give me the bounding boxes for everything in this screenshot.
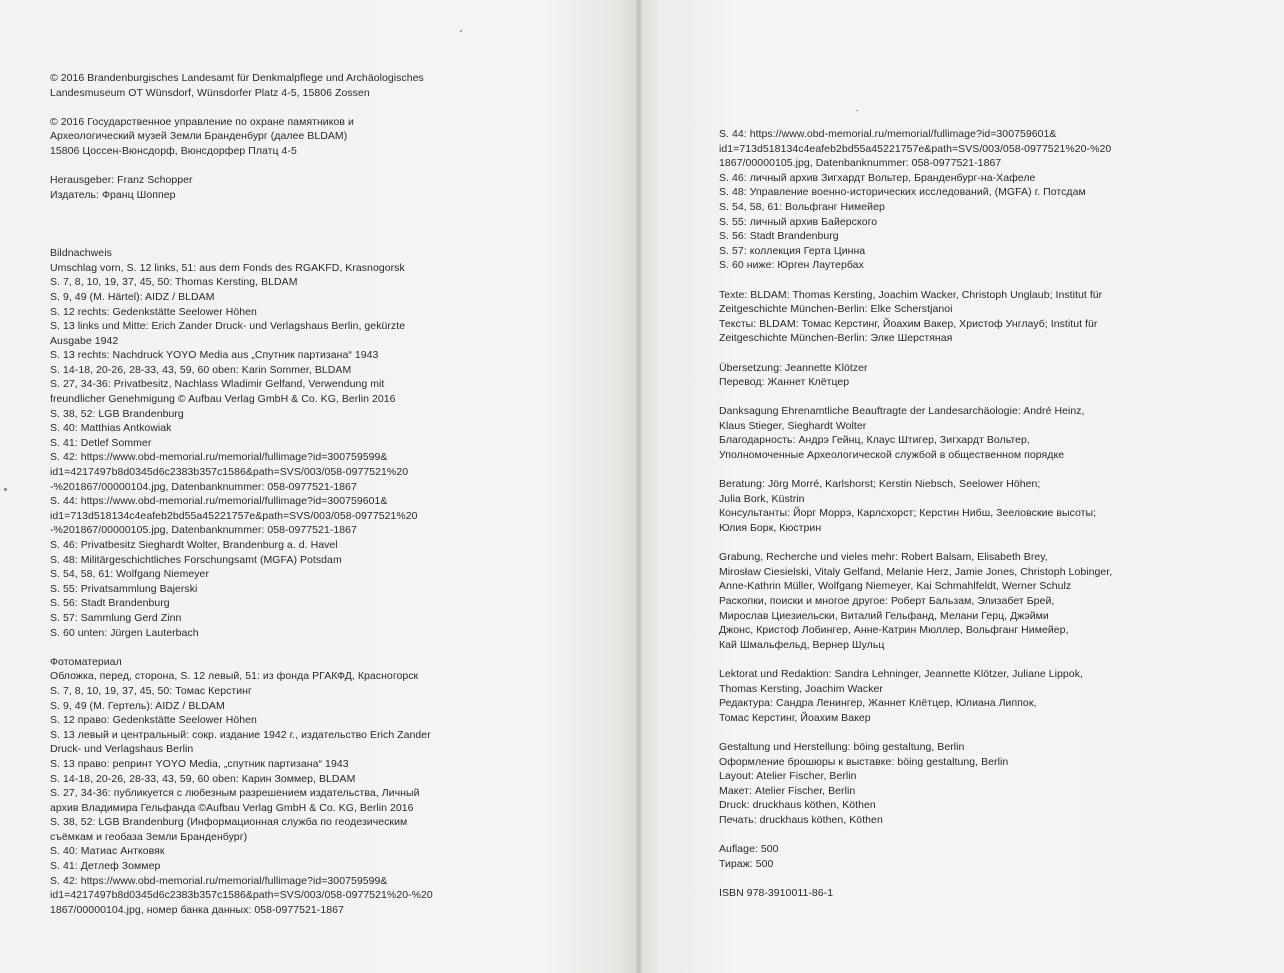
- text-line: S. 56: Stadt Brandenburg: [719, 230, 839, 243]
- text-line: 15806 Цоссен-Вюнсдорф, Вюнсдорфер Платц 4-5: [50, 144, 297, 157]
- text-line: Zeitgeschichte München-Berlin: Elke Scherstjanoi: [719, 303, 953, 316]
- text-line: S. 54, 58, 61: Вольфганг Нимейер: [719, 200, 885, 213]
- text-line: [50, 217, 470, 232]
- text-line: Übersetzung: Jeannette Klötzer: [719, 361, 868, 374]
- text-paragraph: [50, 246, 470, 640]
- text-paragraph: [50, 655, 470, 918]
- text-line: S. 9, 49 (М. Гертель): AIDZ / BLDAM: [50, 699, 225, 712]
- text-line: Texte: BLDAM: Thomas Kersting, Joachim Wacker, Christoph Unglaub; Institut für: [719, 288, 1103, 301]
- text-line: -%201867/00000105.jpg, Datenbanknummer: 058-0977521-1867: [50, 524, 357, 537]
- text-line: Консультанты: Йорг Моррэ, Карлсхорст; Керстин Нибш, Зееловские высоты;: [719, 507, 1097, 520]
- text-line: S. 42: https://www.obd-memorial.ru/memorial/fullimage?id=300759599&: [50, 451, 388, 464]
- text-paragraph: [719, 886, 1119, 901]
- text-line: S. 48: Управление военно-исторических исследований, (MGFA) г. Потсдам: [719, 186, 1086, 199]
- text-line: S. 48: Militärgeschichtliches Forschungsamt (MGFA) Potsdam: [50, 553, 342, 566]
- text-line: S. 41: Детлеф Зоммер: [50, 860, 161, 873]
- text-line: Ausgabe 1942: [50, 334, 119, 347]
- text-line: Печать: druckhaus köthen, Köthen: [719, 813, 883, 826]
- text-line: S. 38, 52: LGB Brandenburg (Информационная служба по геодезическим: [50, 816, 408, 829]
- left-page-text: [50, 71, 470, 932]
- text-line: съёмкам и геобаза Земли Бранденбург): [50, 830, 248, 843]
- text-line: S. 55: личный архив Байерского: [719, 215, 878, 228]
- text-paragraph: [719, 127, 1119, 273]
- text-paragraph: [719, 550, 1119, 652]
- paper-speck: [856, 110, 858, 111]
- text-line: © 2016 Brandenburgisches Landesamt für Denkmalpflege und Archäologisches: [50, 72, 424, 84]
- text-line: S. 44: https://www.obd-memorial.ru/memorial/fullimage?id=300759601&: [50, 495, 388, 508]
- right-page-text: [719, 127, 1119, 915]
- text-line: Раскопки, поиски и многое другое: Роберт Бальзам, Элизабет Брей,: [719, 595, 1055, 607]
- text-line: Джонс, Кристоф Лобингер, Анне-Катрин Мюллер, Вольфганг Нимейер,: [719, 624, 1069, 637]
- text-line: id1=4217497b8d0345d6c2383b357c1586&path=SVS/003/058-0977521%20-%20: [50, 889, 433, 902]
- text-line: S. 13 links und Mitte: Erich Zander Druck- und Verlagshaus Berlin, gekürzte: [50, 320, 406, 333]
- text-line: S. 14-18, 20-26, 28-33, 43, 59, 60 oben: Karin Sommer, BLDAM: [50, 363, 352, 376]
- text-line: S. 9, 49 (M. Härtel): AIDZ / BLDAM: [50, 290, 215, 303]
- text-line: S. 27, 34-36: Privatbesitz, Nachlass Wladimir Gelfand, Verwendung mit: [50, 378, 385, 391]
- text-line: S. 55: Privatsammlung Bajerski: [50, 582, 198, 595]
- text-line: © 2016 Государственное управление по охране памятников и: [50, 115, 354, 128]
- text-line: Julia Bork, Küstrin: [719, 492, 805, 505]
- text-line: Druck: druckhaus köthen, Köthen: [719, 799, 876, 812]
- text-line: S. 41: Detlef Sommer: [50, 436, 152, 449]
- text-paragraph: [50, 71, 470, 100]
- text-paragraph: [50, 115, 470, 159]
- text-line: Bildnachweis: [50, 247, 112, 260]
- text-line: id1=713d518134c4eafeb2bd55a45221757e&path=SVS/003/058-0977521%20: [50, 509, 418, 522]
- text-line: 1867/00000104.jpg, номер банка данных: 058-0977521-1867: [50, 903, 344, 916]
- text-line: S. 57: коллекция Герта Цинна: [719, 244, 866, 257]
- text-line: S. 60 unten: Jürgen Lauterbach: [50, 626, 199, 639]
- text-line: Кай Шмальфельд, Вернер Шульц: [719, 638, 885, 651]
- text-line: S. 54, 58, 61: Wolfgang Niemeyer: [50, 568, 209, 581]
- text-line: S. 7, 8, 10, 19, 37, 45, 50: Томас Керстинг: [50, 684, 252, 697]
- text-paragraph: [719, 740, 1119, 828]
- text-line: S. 13 право: репринт YOYO Media, „спутник партизана“ 1943: [50, 757, 349, 770]
- text-line: Lektorat und Redaktion: Sandra Lehninger, Jeannette Klötzer, Juliane Lippok,: [719, 667, 1083, 680]
- text-line: Уполномоченные Археологической службой в общественном порядке: [719, 449, 1065, 462]
- text-line: Klaus Stieger, Sieghardt Wolter: [719, 419, 867, 432]
- text-line: -%201867/00000104.jpg, Datenbanknummer: 058-0977521-1867: [50, 480, 357, 493]
- text-paragraph: [50, 173, 470, 202]
- text-paragraph: [719, 477, 1119, 535]
- text-line: S. 27, 34-36: публикуется с любезным разрешением издательства, Личный: [50, 787, 420, 800]
- text-line: Layout: Atelier Fischer, Berlin: [719, 770, 857, 783]
- text-line: S. 56: Stadt Brandenburg: [50, 597, 170, 610]
- text-line: Макет: Atelier Fischer, Berlin: [719, 784, 856, 797]
- text-line: Мирослав Циезиельски, Виталий Гельфанд, Мелани Герц, Джэйми: [719, 609, 1049, 622]
- paper-speck: [460, 30, 462, 32]
- text-paragraph: [719, 404, 1119, 462]
- text-line: Gestaltung und Herstellung: böing gestaltung, Berlin: [719, 740, 965, 753]
- text-line: Herausgeber: Franz Schopper: [50, 174, 193, 187]
- text-line: S. 60 ниже: Юрген Лаутербах: [719, 259, 864, 272]
- text-line: Danksagung Ehrenamtliche Beauftragte der Landesarchäologie: André Heinz,: [719, 405, 1085, 418]
- text-line: S. 40: Matthias Antkowiak: [50, 422, 172, 435]
- text-line: S. 13 rechts: Nachdruck YOYO Media aus „Спутник партизана“ 1943: [50, 349, 379, 362]
- text-line: Перевод: Жаннет Клётцер: [719, 376, 850, 389]
- text-line: Обложка, перед, сторона, S. 12 левый, 51: из фонда РГАКФД, Красногорск: [50, 670, 419, 683]
- text-line: S. 46: личный архив Зигхардт Вольтер, Бранденбург-на-Хафеле: [719, 171, 1036, 184]
- text-line: Томас Керстинг, Йоахим Вакер: [719, 711, 871, 724]
- paper-speck: [4, 488, 7, 491]
- text-line: Beratung: Jörg Morré, Karlshorst; Kerstin Niebsch, Seelower Höhen;: [719, 478, 1041, 491]
- text-line: Тексты: BLDAM: Томас Керстинг, Йоахим Вакер, Христоф Унглауб; Institut für: [719, 317, 1098, 330]
- text-line: Юлия Борк, Кюстрин: [719, 522, 822, 535]
- text-line: архив Владимира Гельфанда ©Aufbau Verlag GmbH & Co. KG, Berlin 2016: [50, 801, 414, 814]
- text-paragraph: [719, 842, 1119, 871]
- text-line: S. 57: Sammlung Gerd Zinn: [50, 611, 182, 624]
- text-line: 1867/00000105.jpg, Datenbanknummer: 058-0977521-1867: [719, 157, 1002, 170]
- text-line: freundlicher Genehmigung © Aufbau Verlag GmbH & Co. KG, Berlin 2016: [50, 393, 396, 406]
- text-line: id1=4217497b8d0345d6c2383b357c1586&path=SVS/003/058-0977521%20: [50, 466, 409, 479]
- text-line: Thomas Kersting, Joachim Wacker: [719, 682, 883, 695]
- book-gutter: [636, 0, 642, 973]
- text-line: S. 38, 52: LGB Brandenburg: [50, 407, 184, 420]
- text-line: S. 46: Privatbesitz Sieghardt Wolter, Brandenburg a. d. Havel: [50, 539, 338, 551]
- text-line: S. 13 левый и центральный: сокр. издание 1942 г., издательство Erich Zander: [50, 728, 431, 741]
- text-line: Тираж: 500: [719, 857, 774, 870]
- text-paragraph: [719, 667, 1119, 725]
- text-paragraph: [719, 361, 1119, 390]
- text-line: S. 7, 8, 10, 19, 37, 45, 50: Thomas Kersting, BLDAM: [50, 276, 298, 289]
- text-line: ISBN 978-3910011-86-1: [719, 886, 834, 899]
- text-line: S. 42: https://www.obd-memorial.ru/memorial/fullimage?id=300759599&: [50, 874, 388, 887]
- text-line: Grabung, Recherche und vieles mehr: Robert Balsam, Elisabeth Brey,: [719, 551, 1048, 564]
- text-line: Druck- und Verlagshaus Berlin: [50, 743, 194, 756]
- text-line: Издатель: Франц Шоппер: [50, 188, 176, 201]
- text-line: id1=713d518134c4eafeb2bd55a45221757e&path=SVS/003/058-0977521%20-%20: [719, 142, 1112, 155]
- text-line: Auflage: 500: [719, 843, 779, 856]
- text-line: Anne-Kathrin Müller, Wolfgang Niemeyer, Kai Schmahlfeldt, Werner Schulz: [719, 580, 1072, 593]
- text-line: Фотоматериал: [50, 655, 122, 668]
- text-line: Редактура: Сандра Ленингер, Жаннет Клётцер, Юлиана Липпок,: [719, 697, 1037, 710]
- text-line: Zeitgeschichte München-Berlin: Элке Шерстяная: [719, 332, 953, 345]
- text-paragraph: [719, 288, 1119, 346]
- text-line: S. 12 право: Gedenkstätte Seelower Höhen: [50, 714, 257, 727]
- text-paragraph: [50, 217, 470, 232]
- text-line: S. 44: https://www.obd-memorial.ru/memorial/fullimage?id=300759601&: [719, 128, 1057, 140]
- text-line: Оформление брошюры к выставке: böing gestaltung, Berlin: [719, 755, 1009, 768]
- text-line: S. 14-18, 20-26, 28-33, 43, 59, 60 оben: Карин Зоммер, BLDAM: [50, 772, 356, 785]
- text-line: Археологический музей Земли Бранденбург (далее BLDAM): [50, 130, 348, 143]
- text-line: Mirosław Ciesielski, Vitaly Gelfand, Melanie Herz, Jamie Jones, Christoph Lobinger,: [719, 565, 1113, 578]
- text-line: Благодарность: Андрэ Гейнц, Клаус Штигер, Зигхардт Вольтер,: [719, 434, 1030, 447]
- text-line: S. 12 rechts: Gedenkstätte Seelower Höhen: [50, 305, 257, 318]
- text-line: Landesmuseum OT Wünsdorf, Wünsdorfer Platz 4-5, 15806 Zossen: [50, 86, 370, 99]
- text-line: Umschlag vorn, S. 12 links, 51: aus dem Fonds des RGAKFD, Krasnogorsk: [50, 261, 405, 274]
- text-line: S. 40: Матиас Антковяк: [50, 845, 165, 858]
